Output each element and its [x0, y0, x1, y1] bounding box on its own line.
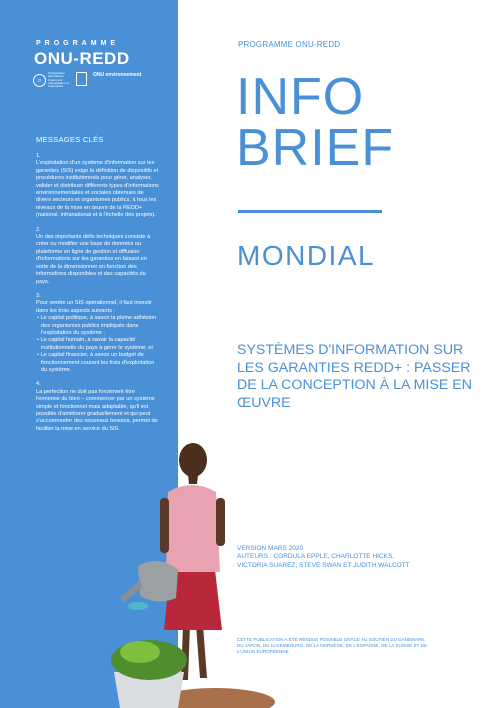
- message-text: L'exploitation d'un système d'information sur les garanties (SIS) exige la définition de dispositifs et procédures institutionnels pour gérer, analyser, valider et distribuer différents types d'informations environnementales et sociales obtenues de divers secteurs et organismes publics, à tous les niveaux de la mise en œuvre de la REDD+ (national, infranational et à l'échelle des projets).: [36, 160, 159, 219]
- message-2: [36, 227, 160, 286]
- pnud-emblem-icon: [76, 72, 87, 86]
- message-text: Pour rendre un SIS opérationnel, il faut investir dans les trois aspects suivants :: [36, 300, 152, 314]
- watering-can: [138, 561, 178, 602]
- head: [179, 443, 207, 477]
- version-label: VERSION MARS 2020: [237, 545, 304, 552]
- plant-foliage-highlight: [120, 641, 160, 663]
- message-1: [36, 153, 160, 220]
- right-arm: [216, 498, 225, 546]
- programme-label: PROGRAMME: [36, 40, 120, 47]
- programme-name: ONU-REDD: [34, 49, 130, 68]
- left-arm: [160, 498, 169, 553]
- bullet-item: • Le capital financier, à savoir un budget de fonctionnement courant les frais d'exploitation du système.: [37, 352, 155, 373]
- title-info: INFO: [236, 68, 365, 126]
- funding-credit: CETTE PUBLICATION A ÉTÉ RENDUE POSSIBLE GRÂCE AU SOUTIEN DU DANEMARK, DU JAPON, DU LUXEMBOURG, DE LA NORVÈGE, DE L'ESPAGNE, DE LA SUISSE ET DE L'UNION EUROPÉENNE: [237, 637, 428, 655]
- blouse: [166, 485, 220, 572]
- message-number: 3.: [36, 292, 41, 299]
- water-disc: [128, 602, 148, 610]
- region-label: MONDIAL: [237, 240, 376, 271]
- bullet-item: • Le capital humain, à savoir la capacité institutionnelle du pays à gérer le système; et: [37, 337, 153, 351]
- girl-watering-plant-photo: [100, 420, 280, 708]
- fao-logo-text: Organisation des Nations Unies pour l'alimentation et l'agriculture: [48, 71, 69, 89]
- message-bullets: [36, 315, 160, 374]
- message-number: 1.: [36, 153, 41, 159]
- fao-logo: [33, 72, 70, 88]
- right-leg: [196, 625, 207, 678]
- title-divider: [238, 210, 382, 213]
- can-spout: [120, 580, 142, 602]
- partner-logos: [33, 72, 143, 96]
- message-3: [36, 293, 160, 374]
- bullet-item: • Le capital politique, à savoir la pleine adhésion des organismes publics impliqués dans l'exploitation du système ;: [37, 315, 157, 336]
- pnud-logo: [76, 72, 87, 86]
- message-number: 2.: [36, 226, 41, 233]
- message-text: Un des importants défis techniques consiste à créer ou modifier une base de données ou plateforme en ligne de gestion et diffusion d'informations sur les garanties en faisant en sorte de la dimensionner en fonction des informations disponibles et des capacités du pays.: [36, 234, 151, 285]
- unep-logo-text: ONU environnement: [93, 72, 142, 78]
- fao-emblem-icon: ☼: [33, 74, 46, 87]
- messages-title: MESSAGES CLÉS: [36, 135, 104, 144]
- key-messages: [36, 153, 160, 440]
- message-number: 4.: [36, 381, 41, 388]
- message-text: La perfection ne doit pas forcément être l'ennemie du bien – commencer par un système simple et fonctionnel mais adaptable, qu'il est possible d'améliorer graduellement et qui peut s'accommoder des nouveaux besoins, permet de faciliter la mise en service du SIS.: [36, 388, 158, 432]
- title-brief: BRIEF: [236, 119, 395, 177]
- programme-kicker: PROGRAMME ONU-REDD: [238, 40, 341, 49]
- unep-logo: [93, 72, 141, 78]
- neck: [188, 475, 198, 484]
- document-subtitle: SYSTÈMES D'INFORMATION SUR LES GARANTIES REDD+ : PASSER DE LA CONCEPTION À LA MISE EN ŒUVRE: [237, 342, 472, 411]
- authors-label: AUTEURS : CORDULA EPPLE, CHARLOTTE HICKS, VICTORIA SUAREZ, STEVE SWAN ET JUDITH WALCOTT: [237, 553, 410, 569]
